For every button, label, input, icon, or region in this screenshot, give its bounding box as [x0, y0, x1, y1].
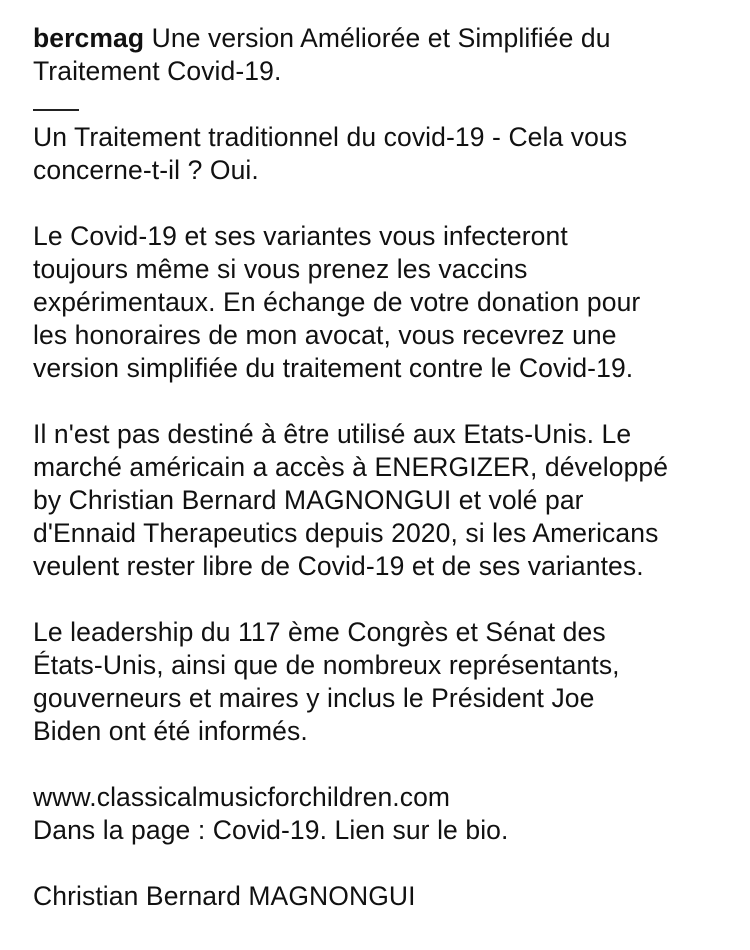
- page-note: Dans la page : Covid-19. Lien sur le bio.: [33, 815, 509, 845]
- website-link[interactable]: www.classicalmusicforchildren.com: [33, 782, 451, 812]
- caption-header: [33, 22, 733, 88]
- caption-title: Une version Améliorée et Simplifiée du Traitement Covid-19.: [33, 23, 611, 86]
- signature: Christian Bernard MAGNONGUI: [33, 881, 416, 911]
- paragraph-variants: Le Covid-19 et ses variantes vous infecteront toujours même si vous prenez les vaccins expérimentaux. En échange de votre donation pour les honoraires de mon avocat, vous recevrez une version simplifiée du traitement contre le Covid-19.: [33, 221, 641, 383]
- paragraph-congress: Le leadership du 117 ème Congrès et Sénat des États-Unis, ainsi que de nombreux représentants, gouverneurs et maires y inclus le Président Joe Biden ont été informés.: [33, 617, 620, 746]
- username-link[interactable]: bercmag: [33, 23, 145, 53]
- post-caption: [33, 22, 733, 913]
- paragraph-intro: Un Traitement traditionnel du covid-19 - Cela vous concerne-t-il ? Oui.: [33, 122, 628, 185]
- paragraph-usa: Il n'est pas destiné à être utilisé aux Etats-Unis. Le marché américain a accès à ENERGIZER, développé by Christian Bernard MAGNONGUI et volé par d'Ennaid Therapeutics depuis 2020, si les Americans veulent rester libre de Covid-19 et de ses variantes.: [33, 419, 669, 581]
- divider-line: [33, 109, 79, 111]
